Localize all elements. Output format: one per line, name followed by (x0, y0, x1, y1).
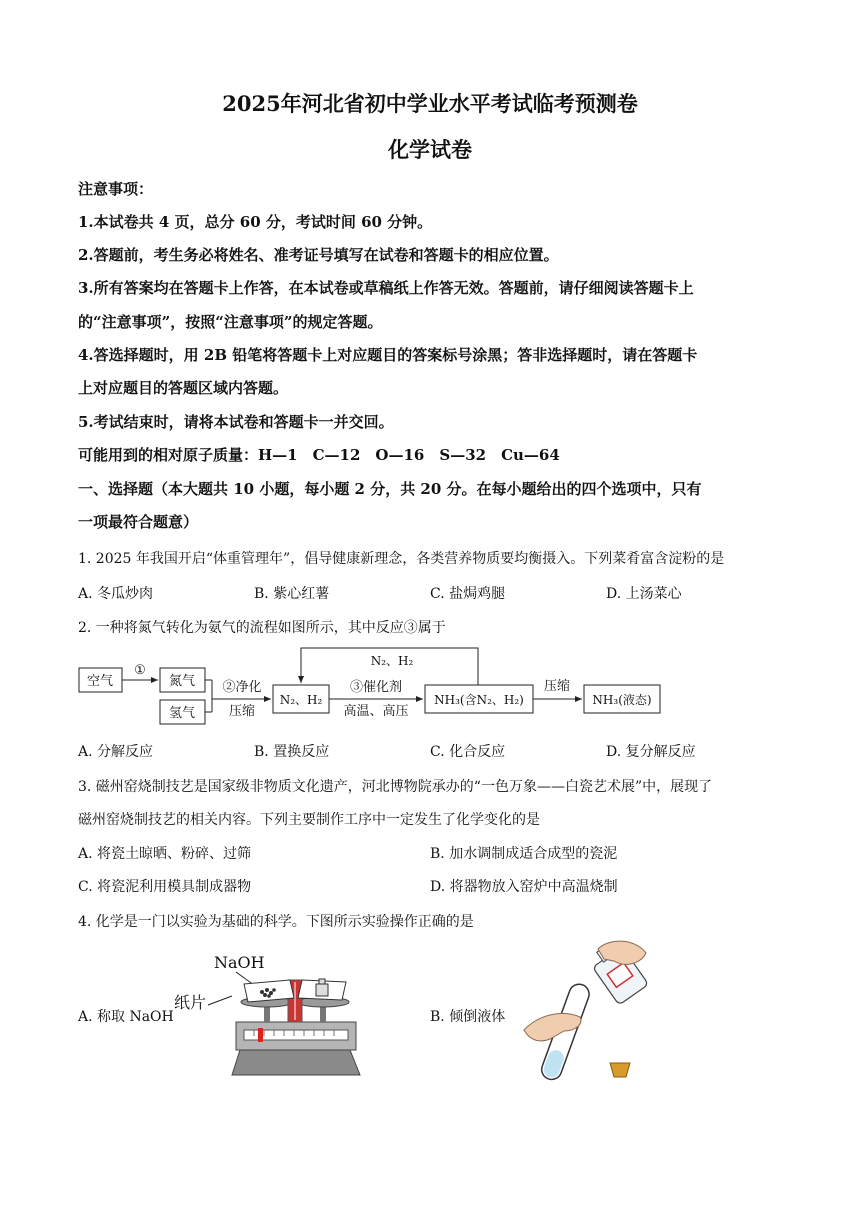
label-hydrogen: 氢气 (168, 706, 196, 721)
page-subtitle: 化学试卷 (388, 137, 472, 162)
label-step2-top: ②净化 (222, 680, 262, 695)
notice-item: 2.答题前，考生务必将姓名、准考证号填写在试卷和答题卡的相应位置。 (78, 246, 559, 264)
label-compress: 压缩 (543, 679, 571, 694)
atomic-mass-line: 可能用到的相对原子质量：H—1 C—12 O—16 S—32 Cu—64 (78, 446, 560, 464)
label-step2-bottom: 压缩 (228, 704, 256, 719)
notice-item: 的“注意事项”，按照“注意事项”的规定答题。 (78, 313, 383, 331)
pouring-liquid-illustration (510, 935, 660, 1095)
q2-option-b[interactable]: B. 置换反应 (254, 744, 330, 760)
question-3-stem: 3. 磁州窑烧制技艺是国家级非物质文化遗产，河北博物院承办的“一色万象——白瓷艺术展”中，展现了 (78, 779, 713, 795)
q1-option-a[interactable]: A. 冬瓜炒肉 (78, 586, 154, 602)
label-mix: N₂、H₂ (279, 693, 323, 707)
notice-item: 1.本试卷共 4 页，总分 60 分，考试时间 60 分钟。 (78, 213, 433, 231)
q3-option-c[interactable]: C. 将瓷泥利用模具制成器物 (78, 879, 252, 895)
q3-option-a[interactable]: A. 将瓷土晾晒、粉碎、过筛 (78, 846, 252, 862)
q2-option-a[interactable]: A. 分解反应 (78, 744, 154, 760)
label-nitrogen: 氮气 (168, 674, 196, 689)
q2-option-d[interactable]: D. 复分解反应 (606, 744, 696, 760)
label-paper: 纸片 (174, 993, 207, 1012)
q4-option-b[interactable]: B. 倾倒液体 (430, 1009, 506, 1025)
label-air: 空气 (86, 674, 114, 689)
label-step3-bottom: 高温、高压 (343, 704, 409, 719)
q1-option-b[interactable]: B. 紫心红薯 (254, 586, 330, 602)
label-step1: ① (134, 663, 146, 678)
ammonia-flow-diagram (0, 642, 860, 732)
q1-option-d[interactable]: D. 上汤菜心 (606, 586, 682, 602)
q3-option-b[interactable]: B. 加水调制成适合成型的瓷泥 (430, 846, 618, 862)
section-heading-cont: 一项最符合题意） (78, 513, 199, 531)
q2-option-c[interactable]: C. 化合反应 (430, 744, 506, 760)
notice-item: 3.所有答案均在答题卡上作答，在本试卷或草稿纸上作答无效。答题前，请仔细阅读答题卡上 (78, 279, 694, 297)
label-naoh: NaOH (214, 953, 265, 972)
label-recycle: N₂、H₂ (370, 654, 414, 668)
section-heading: 一、选择题（本大题共 10 小题，每小题 2 分，共 20 分。在每小题给出的四个选项中，只有 (78, 480, 702, 498)
question-2-stem: 2. 一种将氮气转化为氨气的流程如图所示，其中反应③属于 (78, 620, 446, 636)
question-1-stem: 1. 2025 年我国开启“体重管理年”，倡导健康新理念，各类营养物质要均衡摄入。下列菜肴富含淀粉的是 (78, 551, 725, 567)
paper-left (244, 980, 294, 1002)
q1-option-c[interactable]: C. 盐焗鸡腿 (430, 586, 506, 602)
label-product-mix: NH₃(含N₂、H₂) (434, 693, 524, 707)
label-liquid: NH₃(液态) (592, 693, 652, 707)
balance-weighing-illustration (170, 950, 370, 1080)
question-4-stem: 4. 化学是一门以实验为基础的科学。下图所示实验操作正确的是 (78, 914, 474, 930)
notice-item: 上对应题目的答题区域内答题。 (78, 379, 289, 397)
q3-option-d[interactable]: D. 将器物放入窑炉中高温烧制 (430, 879, 618, 895)
notice-item: 4.答选择题时，用 2B 铅笔将答题卡上对应题目的答案标号涂黑；答非选择题时，请在答题卡 (78, 346, 698, 364)
notice-heading: 注意事项： (78, 180, 154, 198)
q4-option-a[interactable]: A. 称取 NaOH (78, 1009, 174, 1025)
rider-weight (258, 1028, 263, 1042)
question-3-stem-cont: 磁州窑烧制技艺的相关内容。下列主要制作工序中一定发生了化学变化的是 (78, 812, 540, 828)
page-title: 2025年河北省初中学业水平考试临考预测卷 (222, 91, 638, 116)
bottle-stopper (610, 1063, 630, 1077)
notice-item: 5.考试结束时，请将本试卷和答题卡一并交回。 (78, 413, 394, 431)
label-step3-top: ③催化剂 (349, 680, 403, 695)
